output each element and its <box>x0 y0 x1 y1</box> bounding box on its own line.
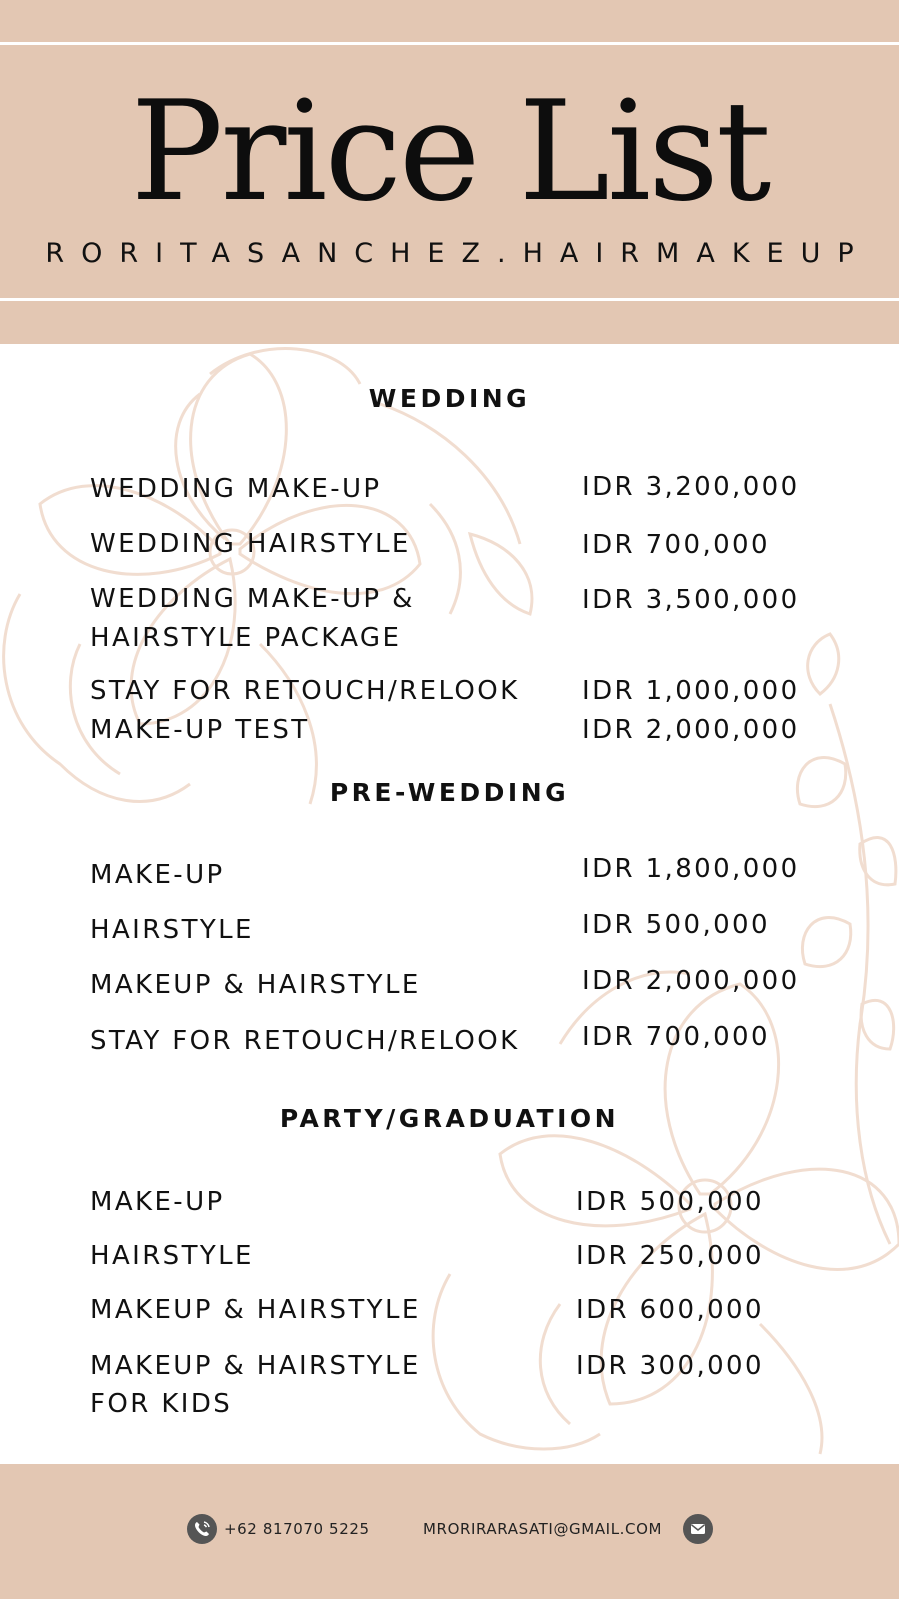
item-name: STAY FOR RETOUCH/RELOOK <box>90 1026 520 1056</box>
item-name: HAIRSTYLE <box>90 1241 254 1271</box>
section-title-wedding: WEDDING <box>368 384 531 413</box>
item-price: IDR 1,000,000 <box>582 676 800 706</box>
section-title-pre-wedding: PRE-WEDDING <box>329 778 570 807</box>
item-price: IDR 500,000 <box>582 910 770 940</box>
item-name-line2: FOR KIDS <box>90 1389 233 1419</box>
item-name: WEDDING MAKE-UP <box>90 474 382 504</box>
item-name-line1: MAKEUP & HAIRSTYLE <box>90 1351 421 1381</box>
item-name: MAKEUP & HAIRSTYLE <box>90 970 421 1000</box>
item-name: MAKEUP & HAIRSTYLE <box>90 1295 421 1325</box>
mail-icon <box>683 1514 713 1544</box>
item-price: IDR 300,000 <box>576 1351 764 1381</box>
email-address: MRORIRARASATI@GMAIL.COM <box>423 1520 663 1538</box>
item-price: IDR 3,500,000 <box>582 585 800 615</box>
header-band <box>0 0 899 344</box>
phone-number: +62 817070 5225 <box>224 1520 370 1538</box>
item-name: MAKE-UP TEST <box>90 715 310 745</box>
item-name: HAIRSTYLE <box>90 915 254 945</box>
item-name: STAY FOR RETOUCH/RELOOK <box>90 676 520 706</box>
item-price: IDR 250,000 <box>576 1241 764 1271</box>
header-divider-bottom <box>0 298 899 301</box>
item-price: IDR 2,000,000 <box>582 966 800 996</box>
section-title-party-graduation: PARTY/GRADUATION <box>279 1104 620 1133</box>
item-name: MAKE-UP <box>90 1187 225 1217</box>
footer-band <box>0 1464 899 1599</box>
item-name: MAKE-UP <box>90 860 225 890</box>
item-price: IDR 600,000 <box>576 1295 764 1325</box>
item-name-line1: WEDDING MAKE-UP & <box>90 584 415 614</box>
item-price: IDR 1,800,000 <box>582 854 800 884</box>
page-subtitle: RORITASANCHEZ.HAIRMAKEUP <box>45 238 871 269</box>
item-price: IDR 700,000 <box>582 1022 770 1052</box>
phone-icon <box>187 1514 217 1544</box>
item-price: IDR 3,200,000 <box>582 472 800 502</box>
header-divider-top <box>0 42 899 45</box>
item-name: WEDDING HAIRSTYLE <box>90 529 411 559</box>
page-title: Price List <box>130 71 769 232</box>
item-price: IDR 500,000 <box>576 1187 764 1217</box>
item-price: IDR 2,000,000 <box>582 715 800 745</box>
item-price: IDR 700,000 <box>582 530 770 560</box>
item-name-line2: HAIRSTYLE PACKAGE <box>90 623 402 653</box>
